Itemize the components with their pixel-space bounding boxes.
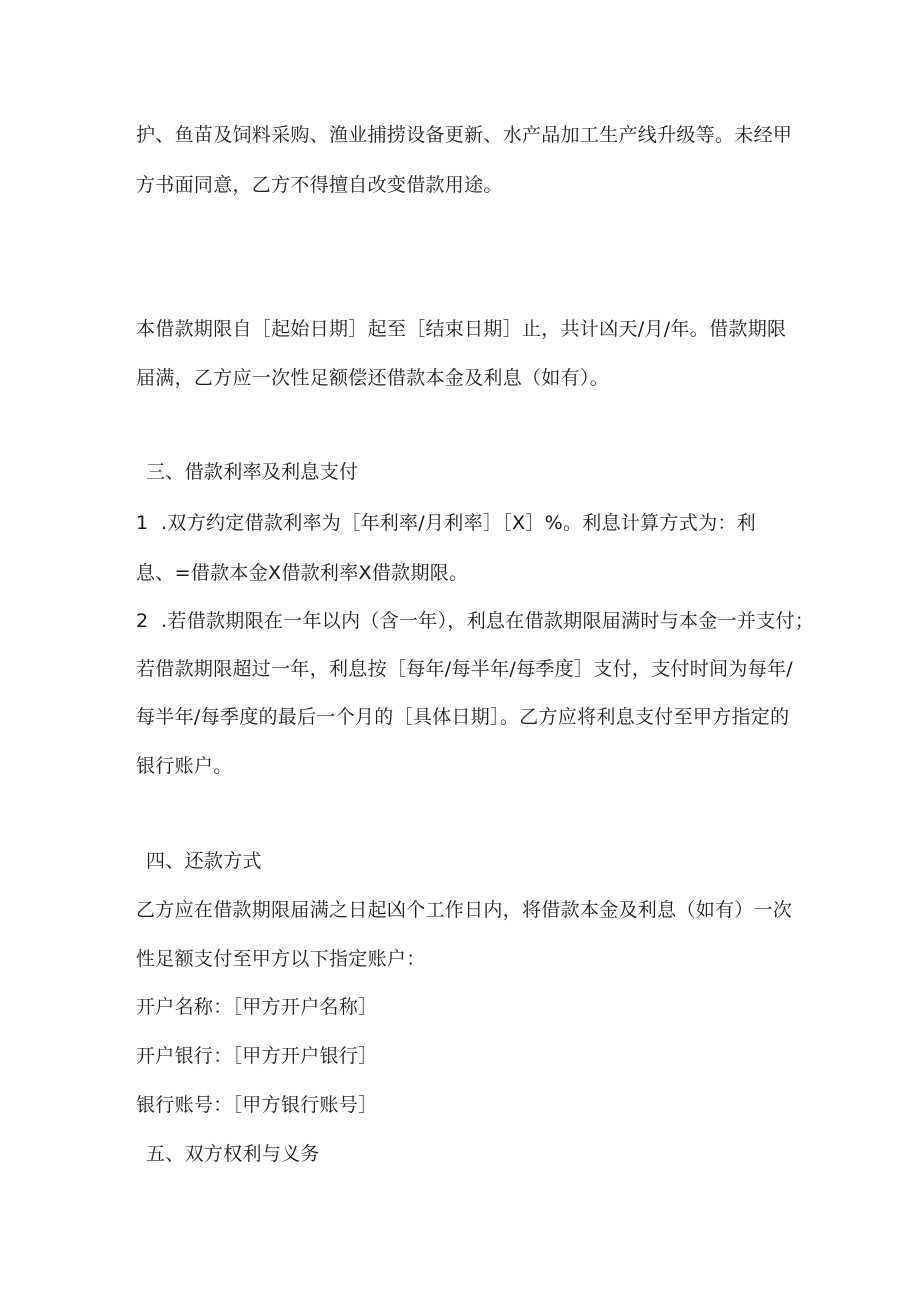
repayment-paragraph-line-2: 性足额支付至甲方以下指定账户： <box>136 948 426 970</box>
account-number-field: 银行账号：［甲方银行账号］ <box>136 1094 378 1116</box>
paragraph-loan-purpose-line-2: 方书面同意，乙方不得擅自改变借款用途。 <box>136 174 503 196</box>
paragraph-loan-term-line-2: 届满，乙方应一次性足额偿还借款本金及利息（如有）。 <box>136 367 610 389</box>
clause-1-line-1: 1 .双方约定借款利率为［年利率/月利率］［X］%。利息计算方式为：利 <box>136 512 756 534</box>
account-name-field: 开户名称：［甲方开户名称］ <box>136 996 378 1018</box>
clause-1-line-2: 息、=借款本金X借款利率X借款期限。 <box>136 562 469 584</box>
repayment-paragraph-line-1: 乙方应在借款期限届满之日起凶个工作日内，将借款本金及利息（如有）一次 <box>136 899 793 921</box>
clause-2-line-4: 银行账户。 <box>136 755 233 777</box>
paragraph-loan-purpose-line-1: 护、鱼苗及饲料采购、渔业捕捞设备更新、水产品加工生产线升级等。未经甲 <box>136 124 793 146</box>
paragraph-loan-term-line-1: 本借款期限自［起始日期］起至［结束日期］止，共计凶天/月/年。借款期限 <box>136 318 787 340</box>
clause-2-line-1: 2 .若借款期限在一年以内（含一年），利息在借款期限届满时与本金一并支付； <box>136 610 815 632</box>
section-heading-rights-obligations: 五、双方权利与义务 <box>146 1143 320 1165</box>
section-heading-interest: 三、借款利率及利息支付 <box>146 461 359 483</box>
clause-2-line-2: 若借款期限超过一年，利息按［每年/每半年/每季度］支付，支付时间为每年/ <box>136 658 794 680</box>
section-heading-repayment: 四、还款方式 <box>146 850 262 872</box>
clause-2-line-3: 每半年/每季度的最后一个月的［具体日期］。乙方应将利息支付至甲方指定的 <box>136 706 790 728</box>
account-bank-field: 开户银行：［甲方开户银行］ <box>136 1045 378 1067</box>
